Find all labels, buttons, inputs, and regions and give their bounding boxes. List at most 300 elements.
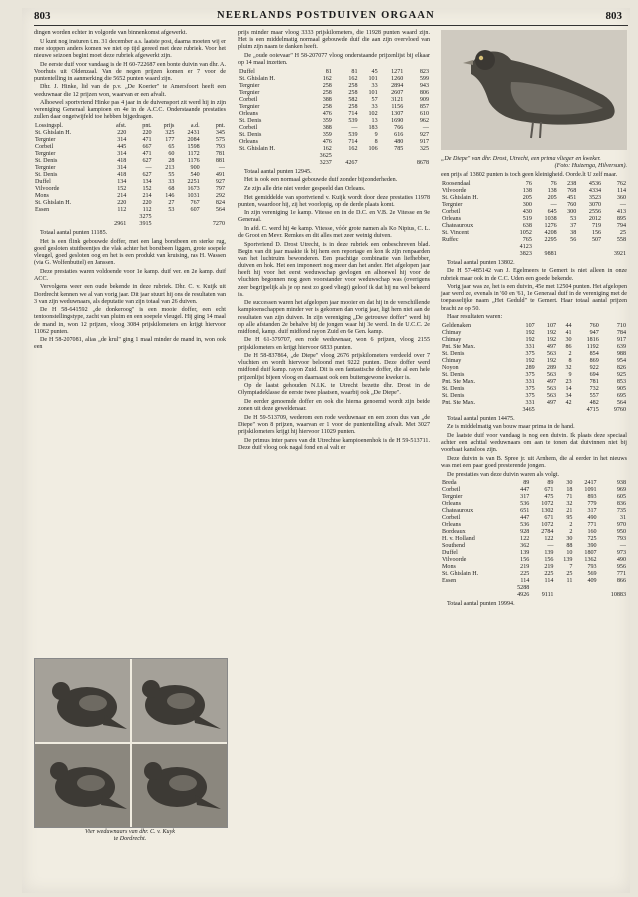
table-sum-row — [34, 221, 226, 228]
table-cell: 3237 — [319, 159, 332, 166]
table-sum-row — [441, 407, 627, 414]
table-cell: 192 — [546, 329, 557, 336]
table-cell: 695 — [616, 392, 626, 399]
table-cell: 4208 — [544, 229, 557, 236]
table-cell: — — [145, 165, 152, 171]
table-cell: 112 — [142, 207, 152, 213]
table-cell: 1690 — [391, 117, 404, 124]
table-cell: 476 — [322, 110, 332, 117]
table-cell: 627 — [142, 158, 152, 164]
paragraph: Deze prestaties waren voldoende voor 1e kamp. duif ver. en 2e kamp. duif ACC. — [34, 268, 226, 282]
table-cell: 375 — [525, 385, 535, 392]
table-cell: 3921 — [613, 250, 626, 257]
table-sum-row — [34, 214, 226, 221]
table-cell: 781 — [215, 151, 225, 157]
table-cell: 767 — [190, 200, 200, 206]
table-cell: 866 — [616, 578, 626, 585]
table-row — [441, 386, 627, 393]
table-cell: 258 — [322, 103, 332, 110]
table-cell: 409 — [587, 578, 597, 585]
table-cell: 3121 — [391, 96, 404, 103]
table-cell: 76 — [525, 180, 532, 187]
table-cell: 563 — [546, 371, 557, 378]
table-cell: 138 — [522, 187, 532, 194]
table-cell: 9760 — [613, 406, 626, 413]
table-cell: 106 — [368, 145, 378, 152]
paragraph: Vorig jaar was ze, het is een duivin, 45e met 12504 punten. Het afgelopen jaar werd ze, evenals in '60 en '61, 1e Generaal duif in de vereniging met de toepasselijke naam „Het Geduld" te Gemert. Haar totaal aantal prijzen bracht ze op 50. — [441, 284, 627, 312]
release-location-cell: Southend — [442, 543, 466, 550]
table-cell: 102 — [368, 110, 378, 117]
running-header — [22, 10, 630, 26]
table-cell: 192 — [525, 329, 535, 336]
table-cell: 557 — [589, 392, 599, 399]
table-cell: 853 — [616, 378, 626, 385]
table-cell: 4536 — [588, 180, 602, 187]
paragraph: De laatste duif voor vandaag is nog een duivin. Ik plaats deze speciaal achter een achttal weduwnaars om aan te tonen dat duivinnen niet bij voorbaat kansloos zijn. — [441, 433, 627, 454]
release-location-cell: Essen — [35, 207, 50, 213]
table-cell: — — [550, 201, 557, 208]
table-cell: 973 — [616, 550, 626, 557]
table-cell: 922 — [589, 364, 599, 371]
table-header-cell: pnt. — [142, 123, 152, 129]
table-sum-row — [238, 160, 430, 167]
paragraph: De H 58-641592 „de donkeroog" is een mooie doffer, een echt tentoonstellingstype, zacht van pluim en een soepele vleugel. Hij ging 14 maal de mand in, won 12 prijzen, vloog 3084 prijskilometers en krijgt hiervoor 11062 punten. — [34, 307, 226, 335]
total-points: Totaal aantal punten 13802. — [447, 259, 515, 266]
release-location-cell: Orleans — [239, 138, 258, 145]
table-cell: 331 — [525, 399, 535, 406]
table-cell: 2 — [569, 522, 573, 529]
table-cell: 645 — [547, 208, 557, 215]
table-cell: 292 — [215, 193, 225, 199]
table-cell: 192 — [546, 357, 557, 364]
table-cell: 607 — [190, 207, 200, 213]
release-location-cell: Tergnier — [35, 137, 56, 143]
table-cell: 388 — [322, 96, 332, 103]
page-number-left: 803 — [34, 10, 51, 22]
table-cell: 359 — [322, 117, 332, 124]
release-location-cell: Orleans — [239, 110, 258, 117]
table-cell: 68 — [168, 186, 175, 192]
table-cell: 57 — [371, 96, 378, 103]
table-cell: 784 — [616, 329, 626, 336]
table-cell: 2961 — [114, 221, 127, 227]
table-cell: 1598 — [187, 144, 200, 150]
table-header-cell: afst. — [116, 123, 127, 129]
table-row — [238, 118, 430, 125]
table-cell: 4334 — [588, 187, 602, 194]
table-row — [441, 400, 627, 407]
table-cell: 134 — [117, 179, 127, 185]
table-cell: 38 — [570, 229, 577, 236]
paragraph: Dhr. J. Hinke, lid van de p.v. „De Koerier" te Amersfoort heeft een weduwnaar die 12 prijzen won, waarvan er een afvalt. — [34, 84, 226, 98]
column-3 — [441, 156, 627, 610]
table-row — [238, 83, 430, 90]
table-cell: 86 — [565, 343, 572, 350]
paragraph: Het gemiddelde van sportvriend v. Kuijk wordt door deze prestaties 11978 punten, waardoor hij, zij het voorlopig, op de derde plaats komt. — [238, 194, 430, 208]
table-cell: 539 — [348, 131, 358, 138]
table-cell: 735 — [616, 508, 626, 515]
table-cell: 5288 — [517, 585, 530, 592]
release-location-cell: Pnt. Ste Max. — [442, 343, 476, 350]
release-location-cell: Orleans — [442, 501, 461, 508]
table-cell: 331 — [525, 378, 535, 385]
table-cell: 4715 — [586, 406, 599, 413]
table-cell: 2251 — [187, 179, 200, 185]
table-cell: 569 — [587, 571, 597, 578]
table-row — [441, 480, 627, 487]
table-cell: 220 — [117, 130, 127, 136]
table-cell: — — [218, 165, 225, 171]
table-cell: 213 — [165, 165, 175, 171]
table-cell: 719 — [591, 222, 602, 229]
release-location-cell: Essen — [442, 578, 457, 585]
column-1 — [34, 30, 226, 353]
table-cell: 33 — [168, 179, 175, 185]
table-cell: 3465 — [522, 406, 535, 413]
table-cell: 314 — [117, 137, 127, 143]
table-cell: 3915 — [139, 221, 152, 227]
table-cell: — — [619, 201, 626, 208]
table-sum-row — [441, 592, 627, 599]
table-cell: 1091 — [584, 487, 597, 494]
release-location-cell: Tergnier — [239, 103, 260, 110]
table-cell: 2784 — [541, 529, 554, 536]
table-header-cell: pnt. — [215, 123, 225, 129]
table-cell: 225 — [520, 571, 530, 578]
paragraph: De prestaties van deze duivin waren als volgt. — [447, 471, 560, 478]
table-cell: 536 — [520, 522, 530, 529]
table-cell: 765 — [522, 236, 532, 243]
table-row — [34, 193, 226, 200]
table-cell: 969 — [616, 487, 626, 494]
table-row — [34, 172, 226, 179]
table-cell: 2894 — [391, 82, 404, 89]
table-cell: 3625 — [319, 152, 332, 159]
caption-line: „De Diepe" van dhr. Drost, Utrecht, een prima vlieger en kweker. — [441, 156, 601, 162]
table-cell: 65 — [168, 144, 175, 150]
table-row — [441, 216, 627, 223]
table-cell: 177 — [165, 137, 175, 143]
release-location-cell: Tergnier — [239, 89, 260, 96]
table-cell: 2 — [568, 350, 572, 357]
table-cell: 8678 — [416, 159, 429, 166]
table-cell: 220 — [142, 130, 152, 136]
table-cell: 258 — [348, 103, 358, 110]
paragraph: De H 58-207081, alias „de krul" ging 1 maal minder de mand in, won ook een — [34, 337, 226, 351]
table-row — [441, 550, 627, 557]
table-cell: 3523 — [588, 194, 602, 201]
paragraph: een prijs af 13802 punten is toch geen kleinigheid. Oorde.lt U zelf maar. — [441, 172, 618, 179]
table-cell: 3070 — [588, 201, 602, 208]
table-row — [441, 557, 627, 564]
table-cell: 793 — [587, 564, 597, 571]
table-row — [441, 237, 627, 244]
table-cell: 1816 — [586, 336, 599, 343]
paragraph: Ze zijn alle drie niet verder gespeeld dan Orleans. — [244, 185, 366, 192]
table-cell: 480 — [394, 138, 404, 145]
table-cell: 139 — [520, 550, 530, 557]
table-cell: 2 — [569, 529, 573, 536]
table-cell: 360 — [616, 194, 626, 201]
table-cell: 771 — [587, 522, 597, 529]
table-cell: 781 — [589, 378, 599, 385]
table-cell: 81 — [351, 68, 358, 75]
table-row — [441, 330, 627, 337]
table-cell: 909 — [419, 96, 429, 103]
table-row — [441, 181, 627, 188]
table-cell: 762 — [616, 180, 626, 187]
table-row — [34, 151, 226, 158]
table-cell: 375 — [525, 392, 535, 399]
table-cell: 1307 — [391, 110, 404, 117]
photo-de-diepe — [441, 30, 627, 150]
total-points: Totaal aantal punten 12945. — [244, 168, 312, 175]
paragraph: Het is ook een normaal gebouwde duif zonder bijzonderheden. — [244, 177, 398, 184]
table-row — [441, 230, 627, 237]
table-cell: 388 — [322, 124, 332, 131]
release-location-cell: St. Ghislain H. — [239, 75, 276, 82]
table-cell: 927 — [419, 131, 429, 138]
release-location-cell: Tergnier — [442, 494, 463, 501]
paragraph: Alhoewel sportvriend Hinke pas 4 jaar in de duivensport zit werd hij in zijn vereniging Generaal kampioen en 4e in de A.C.C. Onderstaande prestaties zullen daar ongetwijfeld toe hebben bijgedragen. — [34, 100, 226, 121]
table-cell: 134 — [142, 179, 152, 185]
table-cell: 1072 — [541, 501, 554, 508]
table-cell: 638 — [522, 222, 532, 229]
table-cell: 139 — [563, 557, 573, 564]
table-cell: 107 — [525, 322, 535, 329]
table-cell: 219 — [544, 564, 554, 571]
table-cell: 2295 — [544, 236, 557, 243]
table-cell: 71 — [566, 494, 573, 501]
table-cell: 8 — [568, 357, 572, 364]
table-cell: 824 — [215, 200, 225, 206]
table-cell: 943 — [419, 82, 429, 89]
table-cell: 7 — [569, 564, 573, 571]
release-location-cell: St. Denis — [442, 385, 465, 392]
table-cell: 13 — [371, 117, 378, 124]
release-location-cell: Duffel — [442, 550, 458, 557]
results-table-egelmeers — [441, 323, 627, 414]
table-cell: 482 — [589, 399, 599, 406]
table-cell: 471 — [142, 151, 152, 157]
four-pigeons-image — [35, 659, 227, 827]
table-cell: 375 — [525, 350, 535, 357]
table-cell: 1807 — [584, 550, 597, 557]
table-row — [238, 97, 430, 104]
table-cell: 45 — [371, 68, 378, 75]
table-cell: 475 — [544, 494, 554, 501]
table-cell: 317 — [587, 508, 597, 515]
table-cell: 710 — [616, 322, 626, 329]
total-points: Totaal aantal punten 11185. — [40, 230, 108, 236]
table-cell: 536 — [520, 501, 530, 508]
table-cell: 139 — [544, 550, 554, 557]
table-cell: 89 — [547, 480, 554, 487]
table-cell: 101 — [368, 89, 378, 96]
release-location-cell: Vilvoorde — [35, 186, 60, 192]
table-row — [34, 179, 226, 186]
table-row — [238, 104, 430, 111]
table-cell: 962 — [419, 117, 429, 124]
table-cell: 53 — [168, 207, 175, 213]
table-cell: 447 — [520, 515, 530, 522]
table-cell: 205 — [547, 194, 557, 201]
table-row — [441, 223, 627, 230]
table-row — [441, 578, 627, 585]
table-sum-row — [441, 244, 627, 251]
table-row — [441, 344, 627, 351]
table-cell: 205 — [522, 194, 532, 201]
table-cell: 214 — [117, 193, 127, 199]
table-cell: 362 — [520, 543, 530, 550]
table-cell: 564 — [215, 207, 225, 213]
table-cell: 928 — [520, 529, 530, 536]
table-cell: 390 — [587, 543, 597, 550]
table-cell: 122 — [544, 536, 554, 543]
table-row — [34, 144, 226, 151]
table-cell: 785 — [394, 145, 404, 152]
table-cell: — — [547, 543, 554, 550]
table-cell: 1260 — [391, 75, 404, 82]
table-cell: 917 — [419, 138, 429, 145]
table-cell: 471 — [142, 137, 152, 143]
release-location-cell: Orleans — [442, 522, 461, 529]
release-location-cell: Breda — [442, 480, 457, 487]
table-cell: 107 — [546, 322, 557, 329]
release-location-cell: Corbeil — [442, 487, 461, 494]
table-cell: 112 — [117, 207, 127, 213]
table-row — [441, 515, 627, 522]
table-cell: 225 — [544, 571, 554, 578]
table-cell: 375 — [525, 371, 535, 378]
table-cell: 893 — [587, 494, 597, 501]
release-location-cell: Roosendaal — [442, 180, 471, 187]
table-cell: 950 — [616, 529, 626, 536]
table-cell: 1673 — [187, 186, 200, 192]
release-location-cell: Noyon — [442, 364, 459, 371]
table-row — [34, 165, 226, 172]
table-cell: 156 — [520, 557, 530, 564]
table-cell: 651 — [520, 508, 530, 515]
release-location-cell: St. Denis — [442, 371, 465, 378]
release-location-cell: Corbeil — [35, 144, 54, 150]
table-cell: 3823 — [519, 250, 532, 257]
table-cell: 881 — [215, 158, 225, 164]
table-cell: 192 — [546, 336, 557, 343]
paragraph: Haar resultaten waren: — [447, 314, 503, 321]
paragraph: Deze duivin is van B. Spree jr. uit Arnhem, die al eerder in het nieuws was met een paar goed presterende jongen. — [441, 455, 627, 470]
table-cell: 671 — [544, 487, 554, 494]
table-cell: 988 — [616, 350, 626, 357]
paragraph: De eerder genoemde doffer en ook die hierna genoemd wordt zijn beide zonen uit deze geweldenaar. — [238, 398, 430, 412]
paragraph: Ze is middelmatig van bouw maar prima in de hand. — [447, 424, 575, 431]
table-cell: 138 — [547, 187, 557, 194]
table-cell: 41 — [565, 329, 572, 336]
table-row — [441, 209, 627, 216]
table-cell: 9 — [568, 371, 572, 378]
magazine-title: NEERLANDS POSTDUIVEN ORGAAN — [217, 10, 435, 21]
caption-line: te Dordrecht. — [113, 836, 147, 843]
table-cell: 33 — [371, 82, 378, 89]
table-cell: 430 — [522, 208, 532, 215]
table-cell: 152 — [117, 186, 127, 192]
table-cell: 938 — [616, 480, 626, 487]
release-location-cell: Corbeil — [442, 208, 461, 215]
table-row — [441, 351, 627, 358]
table-cell: 10 — [566, 550, 573, 557]
table-cell: 1038 — [544, 215, 557, 222]
table-cell: 162 — [322, 75, 332, 82]
table-cell: 317 — [520, 494, 530, 501]
table-row — [441, 536, 627, 543]
paragraph: Op de laatst gehouden N.I.K. te Utrecht bezette dhr. Drost in de Olympiadeklasse de eerste twee plaatsen, waarbij ook „De Diepe". — [238, 383, 430, 397]
table-cell: 81 — [325, 68, 332, 75]
table-cell: 869 — [589, 357, 599, 364]
release-location-cell: Tergnier — [442, 201, 463, 208]
table-cell: 491 — [215, 172, 225, 178]
release-location-cell: St. Ghislain H. — [239, 145, 276, 152]
table-cell: 32 — [566, 501, 573, 508]
table-cell: 325 — [419, 145, 429, 152]
table-cell: 55 — [168, 172, 175, 178]
table-cell: 563 — [546, 392, 557, 399]
table-row — [441, 494, 627, 501]
table-cell: — — [619, 543, 626, 550]
release-location-cell: St. Ghislain H. — [442, 571, 479, 578]
table-row — [441, 543, 627, 550]
table-cell: 447 — [520, 487, 530, 494]
table-cell: 563 — [546, 385, 557, 392]
table-cell: 905 — [616, 385, 626, 392]
table-cell: 639 — [616, 343, 626, 350]
release-location-cell: Corbeil — [239, 96, 258, 103]
table-cell: 900 — [190, 165, 200, 171]
table-cell: 970 — [616, 522, 626, 529]
table-cell: 258 — [322, 82, 332, 89]
table-cell: 314 — [117, 151, 127, 157]
table-cell: 2084 — [187, 137, 200, 143]
table-cell: 917 — [616, 336, 626, 343]
table-row — [441, 487, 627, 494]
table-cell: 497 — [546, 343, 557, 350]
release-location-cell: Mons — [442, 564, 456, 571]
paragraph: De H 59-513709, wederom een rode weduwnaar en een zoon dus van „de Diepe" won 8 prijzen, waarvan er 1 voor de puntentelling afvalt. Met 3027 prijskilometers krijgt hij hiervoor 11029 punten. — [238, 414, 430, 435]
paragraph: Sportvriend D. Drost Utrecht, is in deze rubriek een onbeschreven blad. Begin van dit jaar maakte ik bij hem een reportage en kon ik zijn renpaarden van het luchtruim bewonderen. Een prachtige combinatie van liefhebber, duiven en hok. Het een imponeert nog meer dan het ander. Het afgelopen jaar heeft hij voor het eerst weduwschap gevlogen en alhoewel hij voor de vluchten begonnen nog geen voorstander voor weduwschap was (overigens zeer begrijpelijk als je op nest zo goed vliegt) geloof ik dat hij nu wel bekeerd is. — [238, 241, 430, 298]
table-cell: 490 — [587, 515, 597, 522]
table-cell: 76 — [550, 180, 557, 187]
table-cell: 192 — [525, 336, 535, 343]
page-number-right: 803 — [605, 10, 622, 22]
table-cell: 610 — [419, 110, 429, 117]
table-cell: 725 — [587, 536, 597, 543]
table-cell: 575 — [215, 137, 225, 143]
table-cell: 563 — [546, 350, 557, 357]
table-cell: 925 — [616, 371, 626, 378]
table-row — [238, 90, 430, 97]
table-cell: 56 — [570, 236, 577, 243]
release-location-cell: St. Denis — [442, 350, 465, 357]
paragraph: De eerste duif voor vandaag is de H 60-722687 een bonte duivin van dhr. A. Voorhuis uit Oldenzaal. Van de negen prijzen komen er 7 voor de puntentelling in aanmerking die 5652 punten waard zijn. — [34, 61, 226, 82]
table-cell: 220 — [142, 200, 152, 206]
table-row — [238, 125, 430, 132]
table-cell: 258 — [348, 89, 358, 96]
table-cell: 146 — [165, 193, 175, 199]
table-cell: 451 — [567, 194, 577, 201]
release-location-cell: St. Denis — [442, 392, 465, 399]
table-cell: 507 — [591, 236, 602, 243]
table-cell: 31 — [619, 515, 626, 522]
table-cell: 122 — [520, 536, 530, 543]
